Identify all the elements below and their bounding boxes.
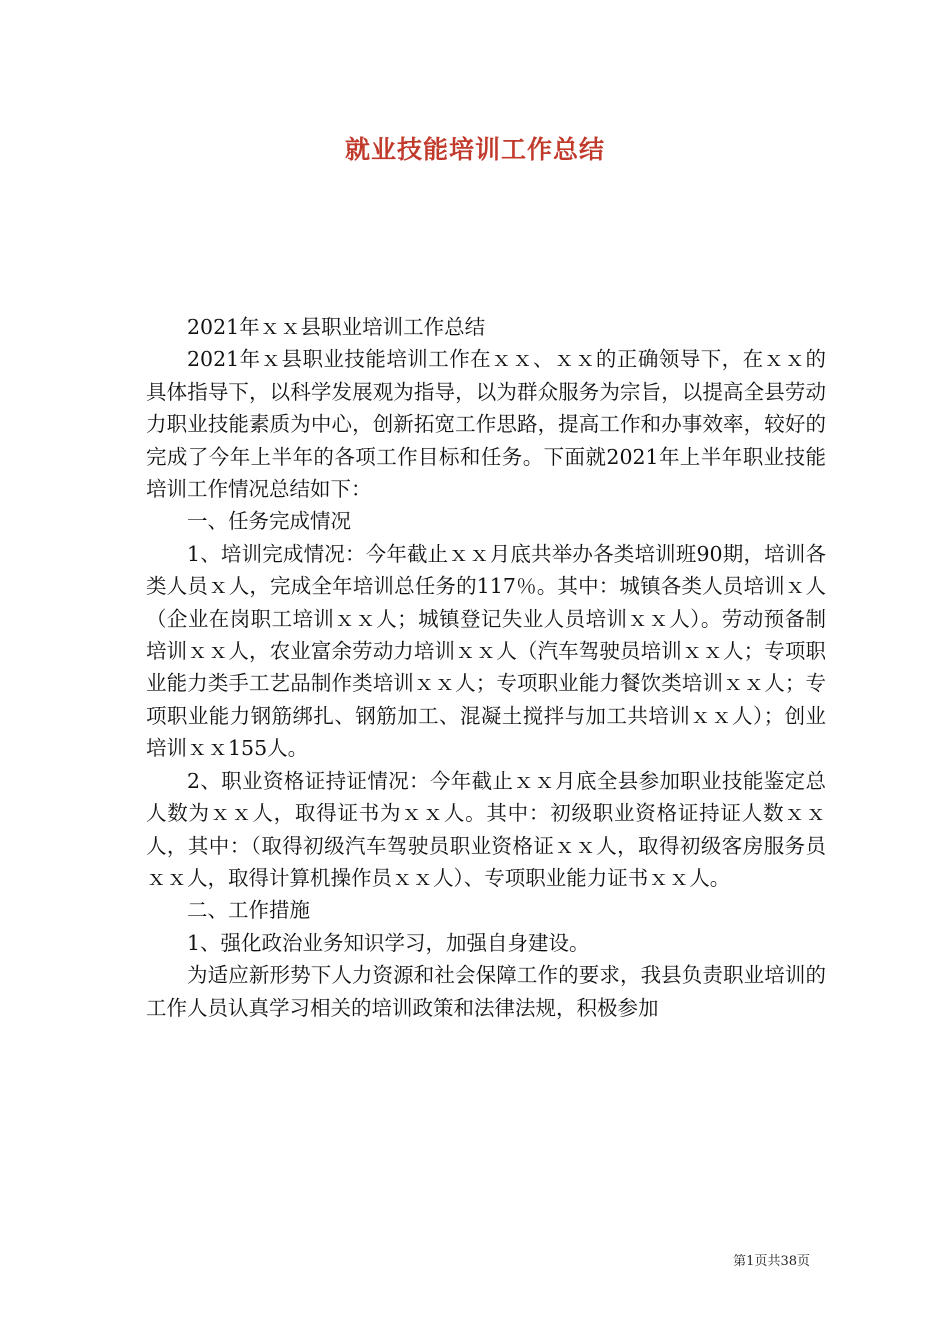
- paragraph-heading: 2021年ｘｘ县职业培训工作总结: [187, 315, 486, 339]
- section-heading-measures: 二、工作措施: [187, 898, 310, 923]
- section-heading-tasks: 一、任务完成情况: [187, 509, 351, 534]
- paragraph-certification: 2、职业资格证持证情况：今年截止ｘｘ月底全县参加职业技能鉴定总人数为ｘｘ人，取得证书为ｘｘ人。其中：初级职业资格证持证人数ｘｘ人，其中：（取得初级汽车驾驶员职业资格证ｘｘ人，取得初级客房服务员ｘｘ人，取得计算机操作员ｘｘ人）、专项职业能力证书ｘｘ人。: [146, 768, 826, 890]
- paragraph-measure-1-detail: 为适应新形势下人力资源和社会保障工作的要求，我县负责职业培训的工作人员认真学习相关的培训政策和法律法规，积极参加: [146, 963, 826, 1020]
- paragraph-intro: 2021年ｘ县职业技能培训工作在ｘｘ、ｘｘ的正确领导下，在ｘｘ的具体指导下，以科学发展观为指导，以为群众服务为宗旨，以提高全县劳动力职业技能素质为中心，创新拓宽工作思路，提高工作和办事效率，较好的完成了今年上半年的各项工作目标和任务。下面就2021年上半年职业技能培训工作情况总结如下：: [146, 347, 826, 502]
- document-body: [146, 311, 826, 1024]
- paragraph-measure-1: 1、强化政治业务知识学习，加强自身建设。: [187, 930, 590, 955]
- document-title: 就业技能培训工作总结: [344, 135, 605, 164]
- paragraph-training-completion: 1、培训完成情况：今年截止ｘｘ月底共举办各类培训班90期，培训各类人员ｘ人，完成全年培训总任务的117％。其中：城镇各类人员培训ｘ人（企业在岗职工培训ｘｘ人；城镇登记失业人员培训ｘｘ人）。劳动预备制培训ｘｘ人，农业富余劳动力培训ｘｘ人（汽车驾驶员培训ｘｘ人；专项职业能力类手工艺品制作类培训ｘｘ人；专项职业能力餐饮类培训ｘｘ人；专项职业能力钢筋绑扎、钢筋加工、混凝土搅拌与加工共培训ｘｘ人）；创业培训ｘｘ155人。: [146, 541, 826, 761]
- page-number-footer: 第1页共38页: [733, 1254, 810, 1269]
